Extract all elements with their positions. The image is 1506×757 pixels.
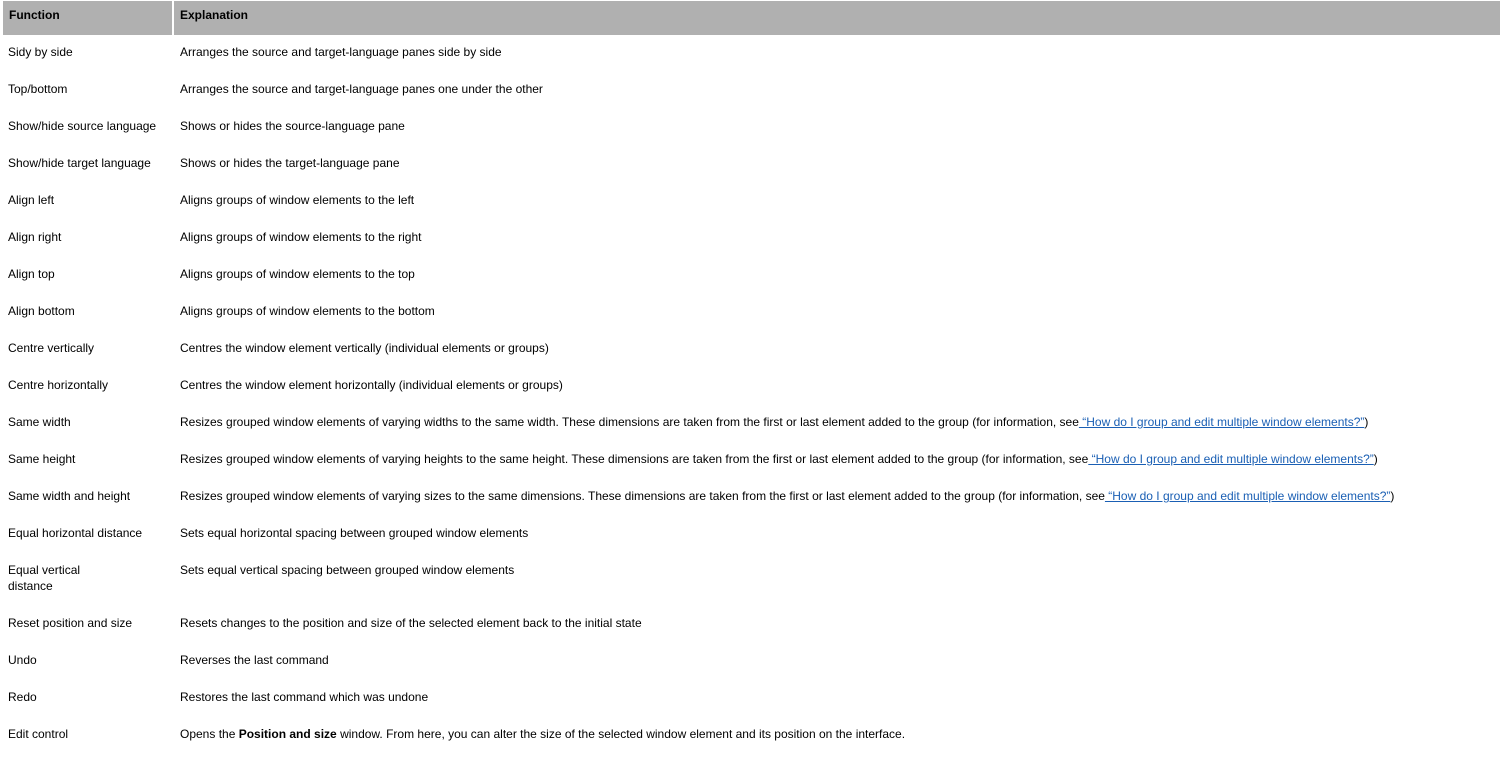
- function-cell: Undo: [8, 653, 37, 667]
- explanation-closing: window. From here, you can alter the size of the selected window element and its position on the interface.: [336, 727, 906, 741]
- explanation-cell: Resets changes to the position and size of the selected element back to the initial state: [180, 616, 642, 630]
- function-cell: [3, 553, 172, 606]
- explanation-cell: Aligns groups of window elements to the top: [180, 267, 415, 281]
- table-row: [3, 257, 1500, 294]
- explanation-cell: Aligns groups of window elements to the left: [180, 193, 415, 207]
- help-link-group-edit[interactable]: “How do I group and edit multiple window elements?”: [1088, 452, 1374, 466]
- explanation-cell: [174, 479, 1500, 516]
- explanation-cell: [174, 405, 1500, 442]
- explanation-cell: Sets equal vertical spacing between grouped window elements: [180, 563, 515, 577]
- explanation-cell: Arranges the source and target-language panes side by side: [180, 45, 502, 59]
- explanation-text: Opens the: [180, 727, 239, 741]
- explanation-text: Resizes grouped window elements of varying heights to the same height. These dimensions are taken from the first or last element added to the group (for information, see: [180, 452, 1089, 466]
- table-row: [3, 368, 1500, 405]
- explanation-cell: Reverses the last command: [180, 653, 329, 667]
- table-row: [3, 220, 1500, 257]
- header-explanation: Explanation: [174, 1, 1500, 35]
- explanation-cell: Shows or hides the target-language pane: [180, 156, 400, 170]
- function-cell: Redo: [8, 690, 37, 704]
- explanation-cell: Arranges the source and target-language panes one under the other: [180, 82, 543, 96]
- table-header-row: [3, 1, 1500, 35]
- function-cell: Align right: [8, 230, 62, 244]
- function-cell: Same width and height: [8, 489, 131, 503]
- explanation-cell: Aligns groups of window elements to the right: [180, 230, 422, 244]
- header-function: Function: [3, 1, 172, 35]
- function-cell: Top/bottom: [8, 82, 68, 96]
- table-row: [3, 146, 1500, 183]
- function-cell: Same width: [8, 415, 71, 429]
- explanation-closing: ): [1390, 489, 1395, 503]
- explanation-cell: Aligns groups of window elements to the bottom: [180, 304, 435, 318]
- function-cell: Show/hide target language: [8, 156, 151, 170]
- explanation-cell: Shows or hides the source-language pane: [180, 119, 405, 133]
- function-cell: Reset position and size: [8, 616, 133, 630]
- table-row: [3, 109, 1500, 146]
- help-link-group-edit[interactable]: “How do I group and edit multiple window elements?”: [1078, 415, 1365, 429]
- table-row: [3, 331, 1500, 368]
- table-row: [3, 643, 1500, 680]
- function-cell: Align bottom: [8, 304, 75, 318]
- explanation-cell: [174, 717, 1500, 754]
- table-row: [3, 405, 1500, 442]
- table-row: [3, 606, 1500, 643]
- explanation-cell: [174, 442, 1500, 479]
- table-row: [3, 717, 1500, 754]
- explanation-cell: Centres the window element horizontally (individual elements or groups): [180, 378, 563, 392]
- table-row: [3, 294, 1500, 331]
- function-cell: Equal horizontal distance: [8, 526, 143, 540]
- function-cell: Centre horizontally: [8, 378, 109, 392]
- explanation-closing: ): [1373, 452, 1378, 466]
- function-cell: Align top: [8, 267, 55, 281]
- explanation-closing: ): [1364, 415, 1369, 429]
- explanation-text: Resizes grouped window elements of varying widths to the same width. These dimensions are taken from the first or last element added to the group (for information, see: [180, 415, 1079, 429]
- function-cell: Centre vertically: [8, 341, 95, 355]
- window-name-bold: Position and size: [238, 727, 337, 741]
- function-cell: Show/hide source language: [8, 119, 157, 133]
- table-row: [3, 680, 1500, 717]
- explanation-text: Resizes grouped window elements of varying sizes to the same dimensions. These dimensions are taken from the first or last element added to the group (for information, see: [180, 489, 1105, 503]
- function-cell: Sidy by side: [8, 45, 73, 59]
- table-row: [3, 183, 1500, 220]
- function-cell: Edit control: [8, 727, 69, 741]
- function-text: Equal vertical distance: [8, 563, 81, 593]
- table-row: [3, 516, 1500, 553]
- function-cell: Align left: [8, 193, 55, 207]
- table-row: [3, 479, 1500, 516]
- table-row: [3, 72, 1500, 109]
- table-row: [3, 35, 1500, 72]
- help-link-group-edit[interactable]: “How do I group and edit multiple window elements?”: [1104, 489, 1391, 503]
- function-cell: Same height: [8, 452, 76, 466]
- table-row: [3, 442, 1500, 479]
- explanation-cell: Sets equal horizontal spacing between grouped window elements: [180, 526, 529, 540]
- explanation-cell: Centres the window element vertically (individual elements or groups): [180, 341, 549, 355]
- function-table: [1, 1, 1502, 754]
- table-row: [3, 553, 1500, 606]
- explanation-cell: Restores the last command which was undone: [180, 690, 429, 704]
